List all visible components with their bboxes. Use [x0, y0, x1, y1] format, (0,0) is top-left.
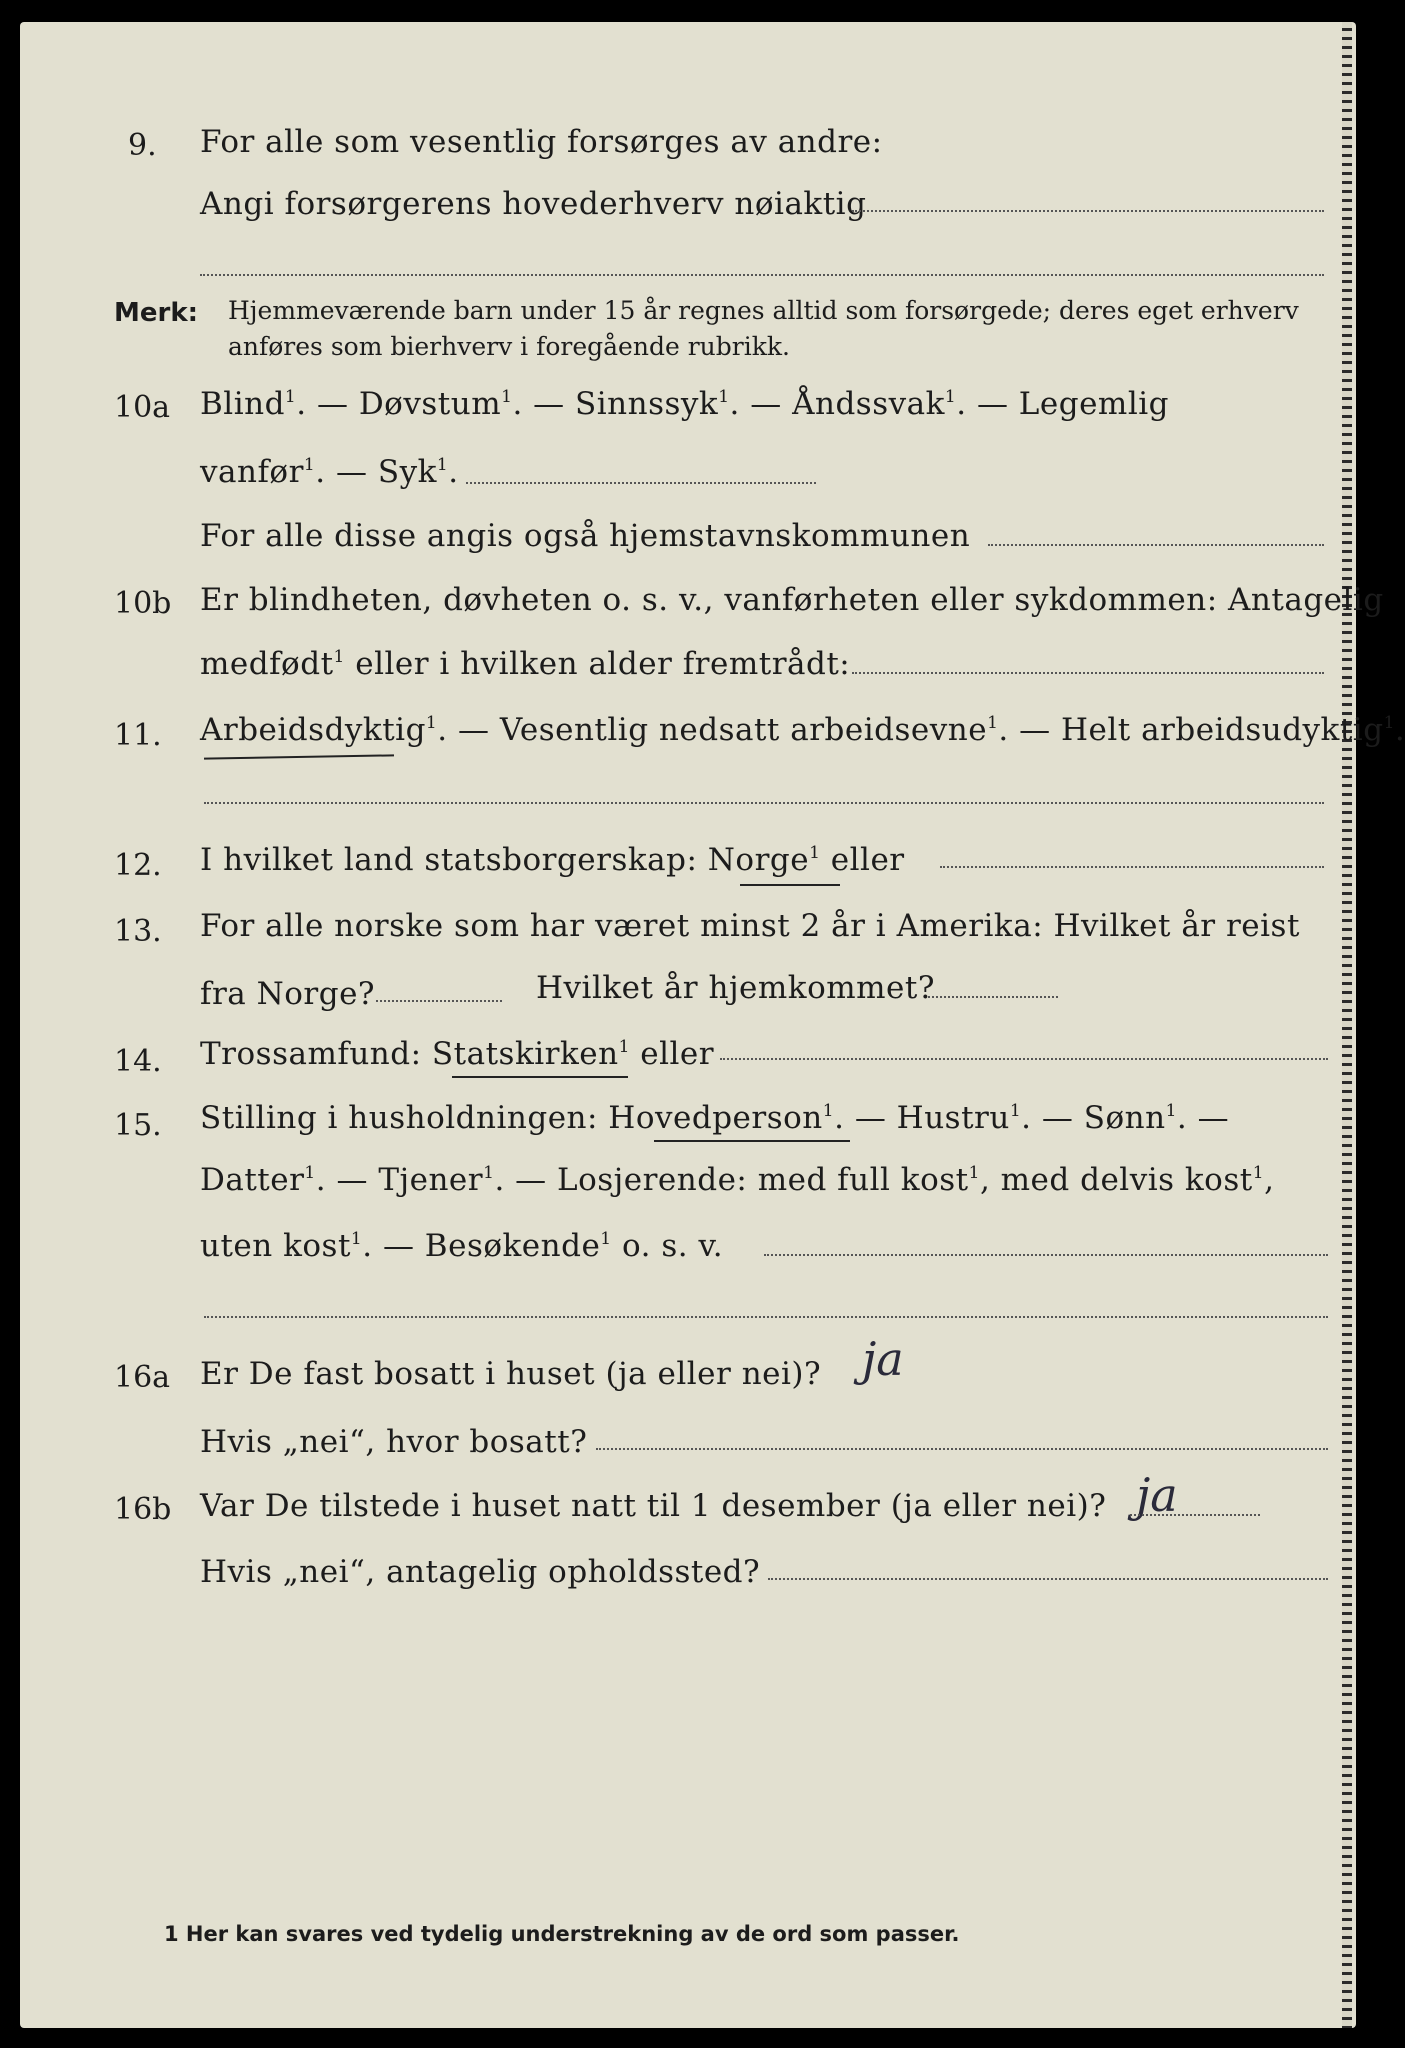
q9-number: 9.	[128, 128, 157, 163]
q11-number: 11.	[114, 718, 162, 753]
q16b-answer-field[interactable]	[1130, 1514, 1260, 1516]
q15-answer-field[interactable]	[764, 1254, 1328, 1256]
q12-number: 12.	[114, 848, 162, 883]
q16a-number: 16a	[114, 1360, 171, 1395]
q10a-line3: For alle disse angis også hjemstavnskommunen	[200, 518, 971, 554]
q16a-line2: Hvis „nei“, hvor bosatt?	[200, 1424, 588, 1460]
q10a-syk-field[interactable]	[466, 482, 816, 484]
q13-line2a: fra Norge?	[200, 976, 376, 1012]
q13-number: 13.	[114, 914, 162, 949]
q10a-line1: Blind$^1$. — Døvstum$^1$. — Sinnssyk$^1$. — Åndssvak$^1$. — Legemlig	[200, 386, 1170, 422]
q15-underline-mark	[654, 1140, 850, 1142]
q10b-line1: Er blindheten, døvheten o. s. v., vanførheten eller sykdommen: Antagelig	[200, 582, 1384, 618]
q10b-alder-field[interactable]	[852, 672, 1324, 674]
q9-line1: For alle som vesentlig forsørges av andre:	[200, 124, 883, 160]
q16a-bosatt-field[interactable]	[596, 1448, 1328, 1450]
q14-line1: Trossamfund: Statskirken$^1$ eller	[200, 1036, 715, 1072]
q10a-line2: vanfør$^1$. — Syk$^1$.	[200, 454, 459, 490]
footnote: 1 Her kan svares ved tydelig understrekning av de ord som passer.	[164, 1922, 960, 1946]
q16b-line2: Hvis „nei“, antagelig opholdssted?	[200, 1554, 761, 1590]
q12-underline-mark	[740, 884, 840, 886]
q14-eller-field[interactable]	[720, 1058, 1328, 1060]
q12-line1: I hvilket land statsborgerskap: Norge$^1$ eller	[200, 842, 905, 878]
q16b-opholdssted-field[interactable]	[768, 1578, 1328, 1580]
q13-line1: For alle norske som har været minst 2 år i Amerika: Hvilket år reist	[200, 908, 1300, 944]
q12-eller-field[interactable]	[940, 866, 1324, 868]
q15-line2: Datter$^1$. — Tjener$^1$. — Losjerende: med full kost$^1$, med delvis kost$^1$,	[200, 1162, 1275, 1198]
q9-answer-field-2[interactable]	[200, 274, 1324, 276]
q13-hjemkommet-field[interactable]	[928, 996, 1058, 998]
q15-line3: uten kost$^1$. — Besøkende$^1$ o. s. v.	[200, 1228, 724, 1264]
q11-answer-field[interactable]	[204, 802, 1324, 804]
q16b-line1: Var De tilstede i huset natt til 1 desember (ja eller nei)?	[200, 1488, 1107, 1524]
q13-reist-field[interactable]	[376, 1000, 502, 1002]
q10b-line2: medfødt$^1$ eller i hvilken alder fremtrådt:	[200, 646, 851, 682]
q9-line2: Angi forsørgerens hovederhverv nøiaktig	[200, 186, 867, 222]
q9-answer-field[interactable]	[852, 210, 1324, 212]
q16a-line1: Er De fast bosatt i huset (ja eller nei)?	[200, 1356, 822, 1392]
q15-answer-field-2[interactable]	[204, 1316, 1328, 1318]
merk-line1: Hjemmeværende barn under 15 år regnes alltid som forsørgede; deres eget erhverv	[228, 296, 1299, 325]
q14-underline-mark	[452, 1076, 628, 1078]
q10a-kommune-field[interactable]	[988, 544, 1324, 546]
q13-line2b: Hvilket år hjemkommet?	[536, 970, 935, 1006]
q15-number: 15.	[114, 1108, 162, 1143]
q14-number: 14.	[114, 1044, 162, 1079]
q11-line1: Arbeidsdyktig$^1$. — Vesentlig nedsatt arbeidsevne$^1$. — Helt arbeidsudyktig$^1$.	[200, 712, 1405, 748]
merk-label: Merk:	[114, 298, 199, 328]
q10a-number: 10a	[114, 390, 171, 425]
page-edge	[1342, 22, 1352, 2028]
q16a-handwritten-answer[interactable]: ja	[862, 1332, 904, 1386]
q16b-number: 16b	[114, 1492, 172, 1527]
q16b-handwritten-answer[interactable]: ja	[1136, 1468, 1178, 1522]
q15-line1: Stilling i husholdningen: Hovedperson$^1$. — Hustru$^1$. — Sønn$^1$. —	[200, 1100, 1230, 1136]
q10b-number: 10b	[114, 586, 172, 621]
merk-line2: anføres som bierhverv i foregående rubrikk.	[228, 332, 790, 361]
